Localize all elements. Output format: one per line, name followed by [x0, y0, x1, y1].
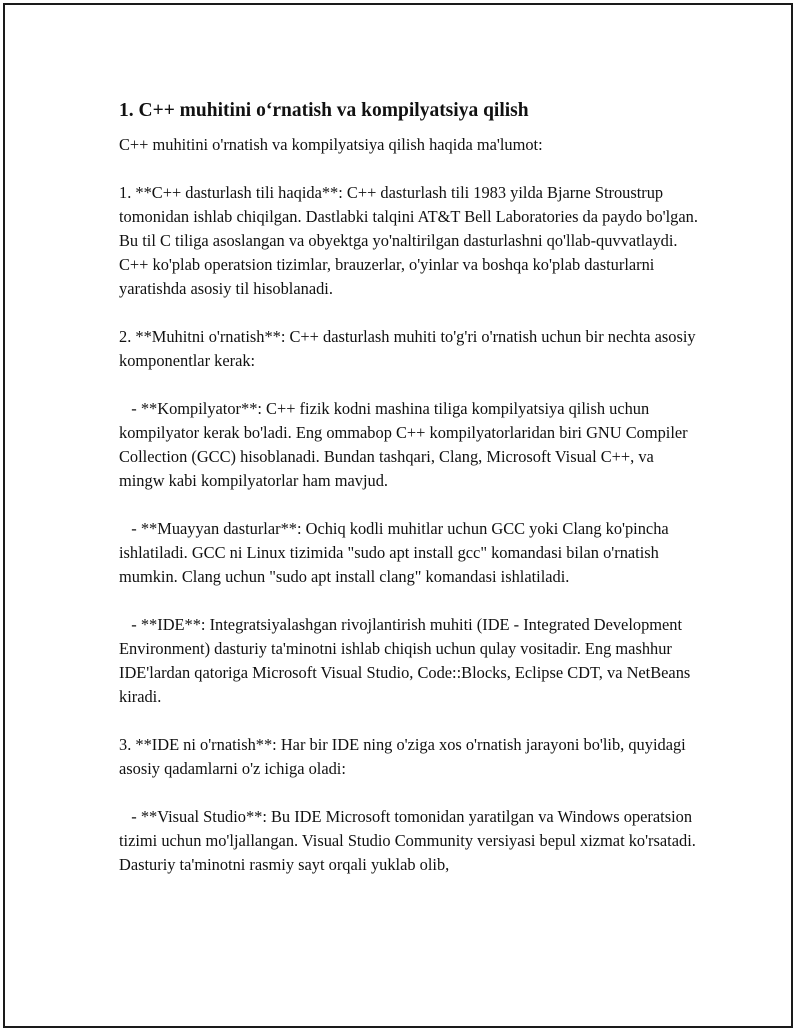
intro-paragraph: C++ muhitini o'rnatish va kompilyatsiya qilish haqida ma'lumot:	[119, 135, 543, 154]
paragraph-compiler: - **Kompilyator**: C++ fizik kodni mashina tiliga kompilyatsiya qilish uchun kompilyator kerak bo'ladi. Eng ommabop C++ kompilyatorlaridan biri GNU Compiler Collection (GCC) hisoblanadi. Bundan tashqari, Clang, Microsoft Visual C++, va mingw kabi kompilyatorlar ham mavjud.	[119, 399, 688, 490]
document-page	[3, 3, 793, 1028]
document-title: 1. C++ muhitini o‘rnatish va kompilyatsiya qilish	[119, 100, 529, 121]
paragraph-environment-setup: 2. **Muhitni o'rnatish**: C++ dasturlash muhiti to'g'ri o'rnatish uchun bir nechta asosiy komponentlar kerak:	[119, 327, 696, 370]
paragraph-ide: - **IDE**: Integratsiyalashgan rivojlantirish muhiti (IDE - Integrated Development Environment) dasturiy ta'minotni ishlab chiqish uchun qulay vositadir. Eng mashhur IDE'lardan qatoriga Microsoft Visual Studio, Code::Blocks, Eclipse CDT, va NetBeans kiradi.	[119, 615, 691, 706]
paragraph-specific-programs: - **Muayyan dasturlar**: Ochiq kodli muhitlar uchun GCC yoki Clang ko'pincha ishlatiladi. GCC ni Linux tizimida "sudo apt install gcc" komandasi bilan o'rnatish mumkin. Clang uchun "sudo apt install clang" komandasi ishlatiladi.	[119, 519, 669, 586]
document-body	[119, 97, 699, 877]
paragraph-visual-studio: - **Visual Studio**: Bu IDE Microsoft tomonidan yaratilgan va Windows operatsion tizimi uchun mo'ljallangan. Visual Studio Community versiyasi bepul xizmat ko'rsatadi. Dasturiy ta'minotni rasmiy sayt orqali yuklab olib,	[119, 807, 696, 874]
paragraph-cpp-about: 1. **C++ dasturlash tili haqida**: C++ dasturlash tili 1983 yilda Bjarne Stroustrup tomonidan ishlab chiqilgan. Dastlabki talqini AT&T Bell Laboratories da paydo bo'lgan. Bu til C tiliga asoslangan va obyektga yo'naltirilgan dasturlashni qo'llab-quvvatlaydi. C++ ko'plab operatsion tizimlar, brauzerlar, o'yinlar va boshqa ko'plab dasturlarni yaratishda asosiy til hisoblanadi.	[119, 183, 698, 298]
paragraph-ide-install: 3. **IDE ni o'rnatish**: Har bir IDE ning o'ziga xos o'rnatish jarayoni bo'lib, quyidagi asosiy qadamlarni o'z ichiga oladi:	[119, 735, 686, 778]
